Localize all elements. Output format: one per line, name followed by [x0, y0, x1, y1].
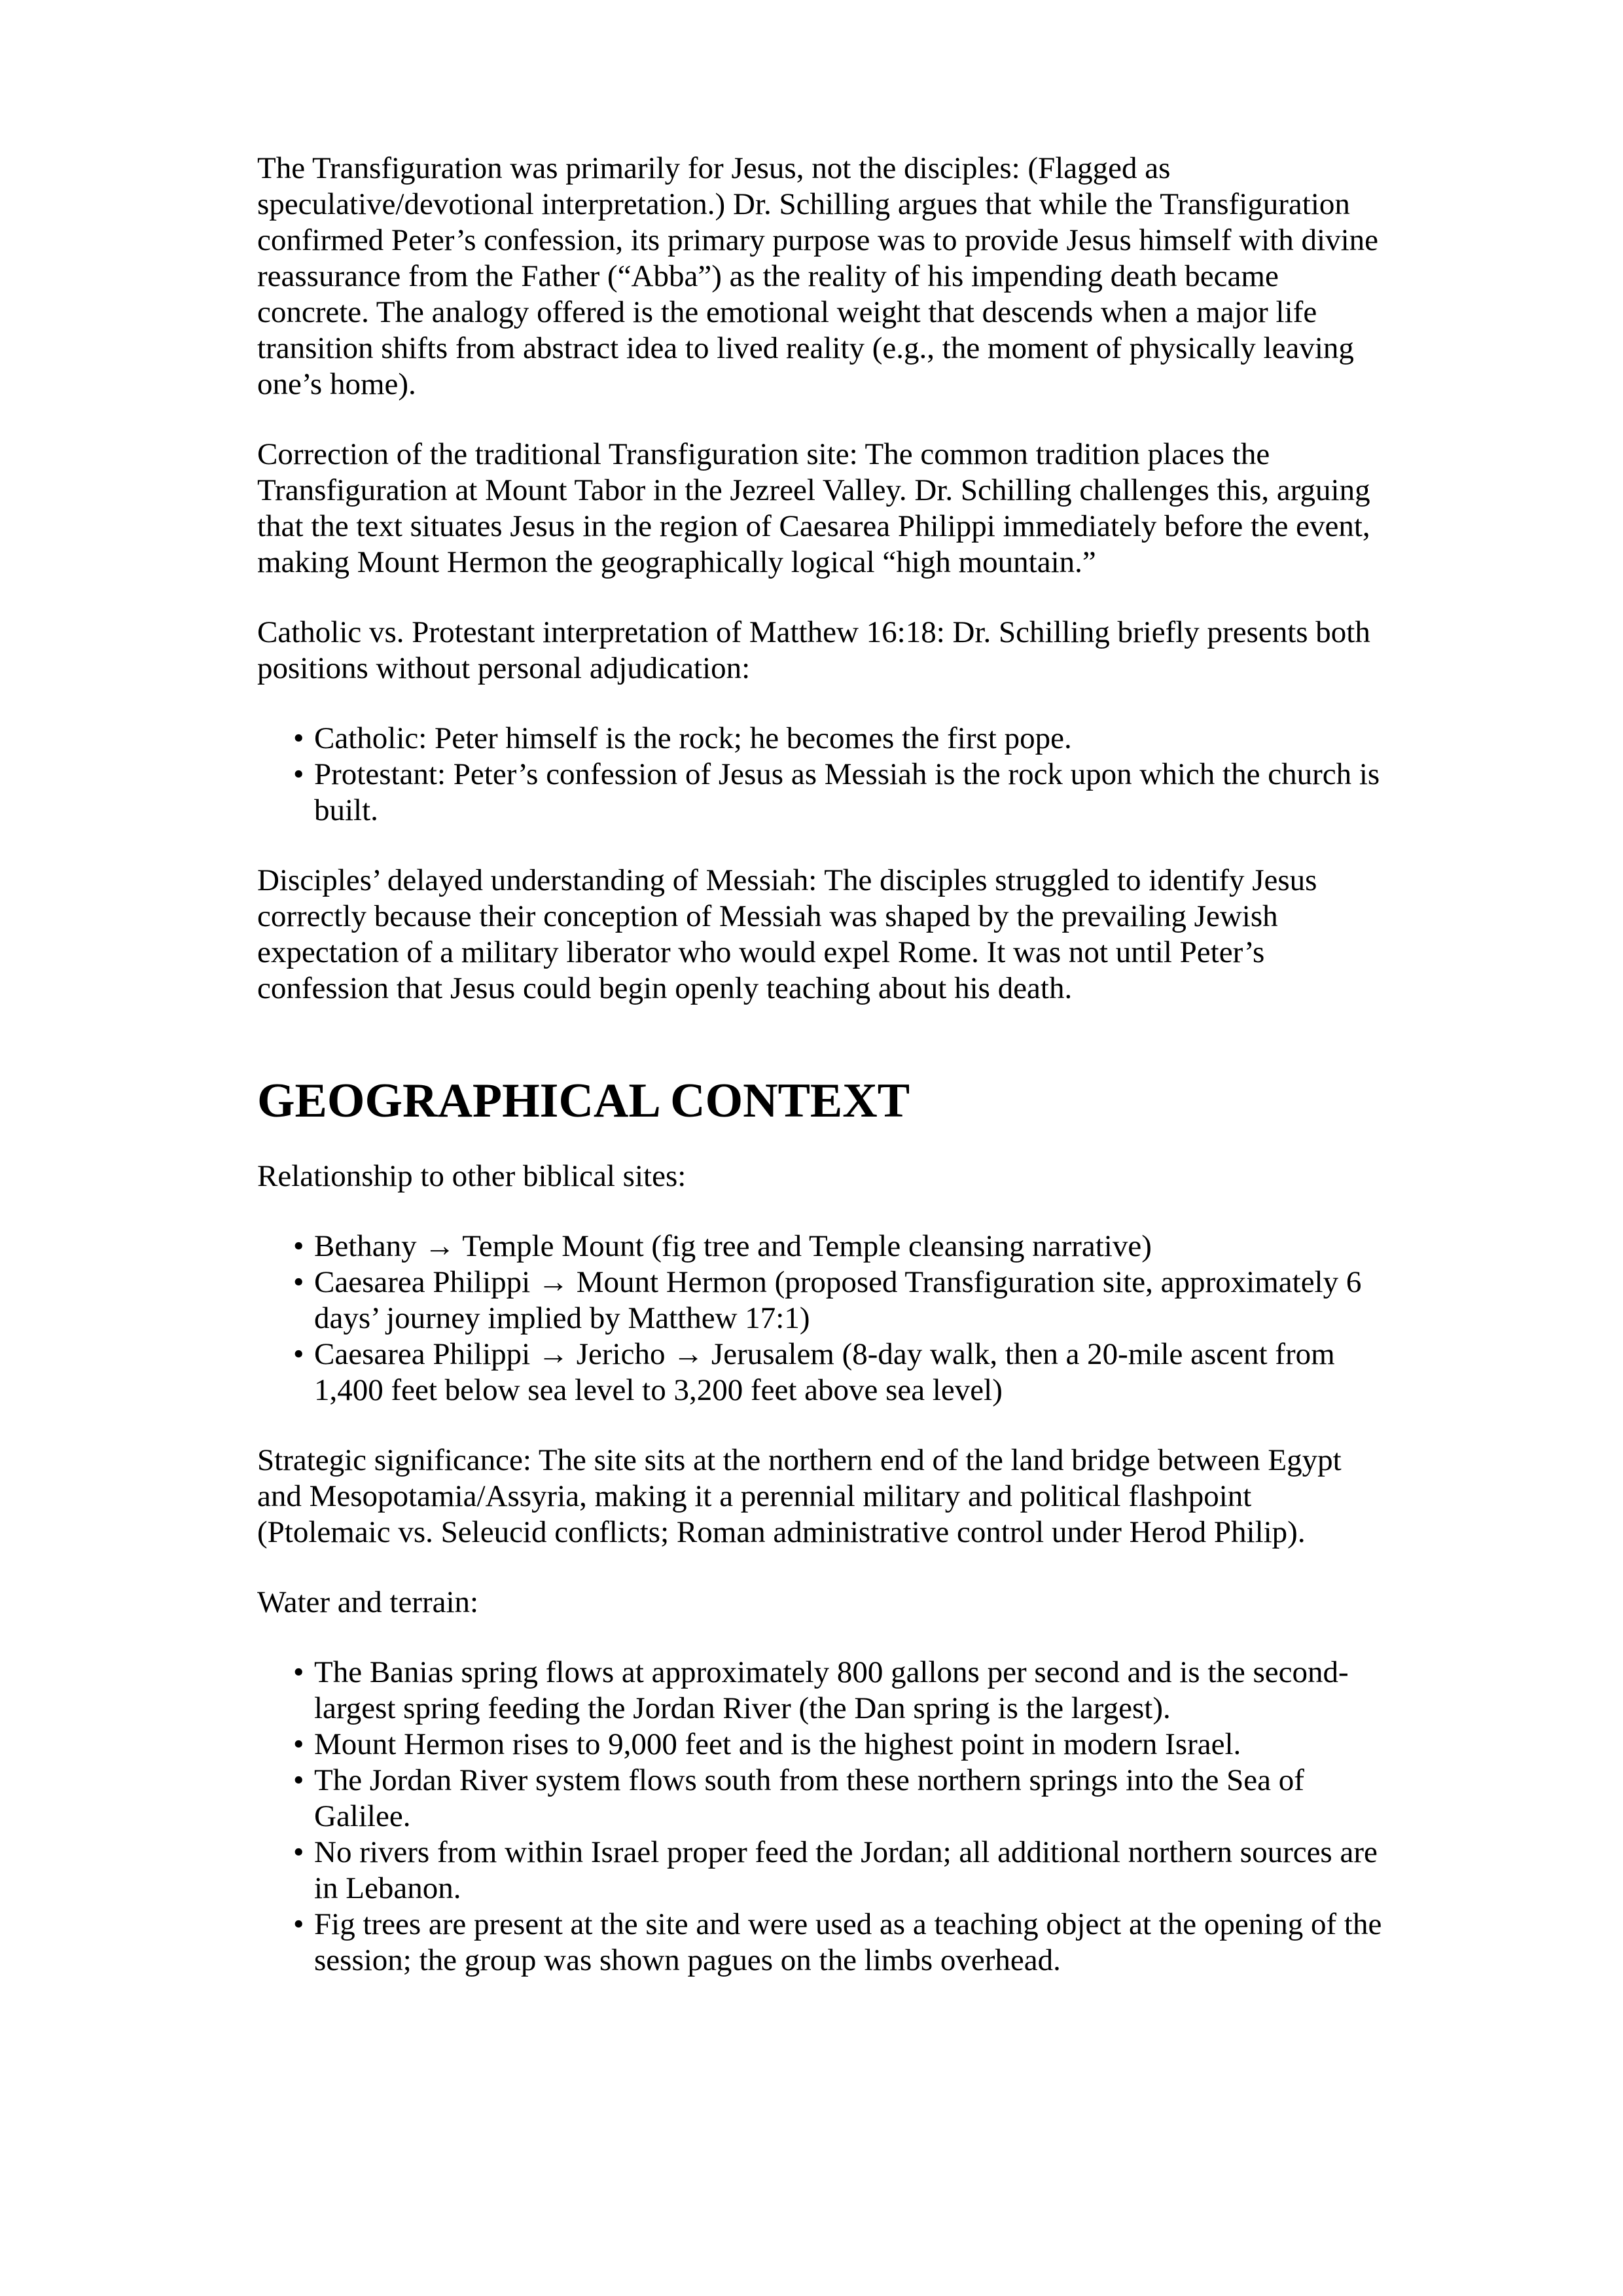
list-item: [293, 1835, 1383, 1907]
list-item: [293, 1763, 1383, 1835]
bullet-icon: •: [293, 1763, 304, 1797]
paragraph-relationship-sites: Relationship to other biblical sites:: [257, 1159, 687, 1193]
list-item-text: Caesarea Philippi → Mount Hermon (proposed Transfiguration site, approximately 6 days’ journey implied by Matthew 17:1): [314, 1265, 1362, 1335]
sites-list: [257, 1229, 1383, 1408]
list-item-text: Catholic: Peter himself is the rock; he becomes the first pope.: [314, 721, 1072, 755]
interpretation-list: [257, 721, 1383, 829]
list-item-text: Bethany → Temple Mount (fig tree and Temple cleansing narrative): [314, 1229, 1152, 1263]
list-item-text: Mount Hermon rises to 9,000 feet and is the highest point in modern Israel.: [314, 1727, 1241, 1761]
document-page: [257, 151, 1383, 2013]
list-item-text: The Jordan River system flows south from these northern springs into the Sea of Galilee.: [314, 1763, 1304, 1833]
bullet-icon: •: [293, 1727, 304, 1761]
section-heading: GEOGRAPHICAL CONTEXT: [257, 1074, 910, 1128]
bullet-icon: •: [293, 1835, 304, 1869]
paragraph-strategic-significance: Strategic significance: The site sits at the northern end of the land bridge between Egypt and Mesopotamia/Assyria, making it a perennial military and political flashpoint (Ptolemaic vs. Seleucid conflicts; Roman administrative control under Herod Philip).: [257, 1443, 1342, 1549]
list-item: [293, 757, 1383, 829]
list-item: [293, 1907, 1383, 1979]
list-item: [293, 1265, 1383, 1336]
list-item-text: Caesarea Philippi → Jericho → Jerusalem (8-day walk, then a 20-mile ascent from 1,400 feet below sea level to 3,200 feet above sea level): [314, 1337, 1335, 1407]
list-item: [293, 1229, 1383, 1265]
paragraph-water-terrain: Water and terrain:: [257, 1585, 479, 1619]
bullet-icon: •: [293, 1907, 304, 1941]
bullet-icon: •: [293, 1337, 304, 1371]
bullet-icon: •: [293, 1265, 304, 1299]
list-item-text: Fig trees are present at the site and were used as a teaching object at the opening of the session; the group was shown pagues on the limbs overhead.: [314, 1907, 1382, 1977]
paragraph-transfiguration-site: Correction of the traditional Transfiguration site: The common tradition places the Transfiguration at Mount Tabor in the Jezreel Valley. Dr. Schilling challenges this, arguing that the text situates Jesus in the region of Caesarea Philippi immediately before the event, making Mount Hermon the geographically logical “high mountain.”: [257, 437, 1370, 579]
list-item: [293, 721, 1383, 757]
paragraph-transfiguration-purpose: The Transfiguration was primarily for Jesus, not the disciples: (Flagged as speculative/devotional interpretation.) Dr. Schilling argues that while the Transfiguration confirmed Peter’s confession, its primary purpose was to provide Jesus himself with divine reassurance from the Father (“Abba”) as the reality of his impending death became concrete. The analogy offered is the emotional weight that descends when a major life transition shifts from abstract idea to lived reality (e.g., the moment of physically leaving one’s home).: [257, 151, 1379, 401]
paragraph-disciples-understanding: Disciples’ delayed understanding of Messiah: The disciples struggled to identify Jesus correctly because their conception of Messiah was shaped by the prevailing Jewish expectation of a military liberator who would expel Rome. It was not until Peter’s confession that Jesus could begin openly teaching about his death.: [257, 863, 1317, 1005]
terrain-list: [257, 1655, 1383, 1979]
list-item: [293, 1336, 1383, 1408]
list-item: [293, 1655, 1383, 1727]
list-item-text: No rivers from within Israel proper feed the Jordan; all additional northern sources are in Lebanon.: [314, 1835, 1378, 1905]
list-item: [293, 1727, 1383, 1763]
bullet-icon: •: [293, 1229, 304, 1263]
bullet-icon: •: [293, 721, 304, 755]
list-item-text: The Banias spring flows at approximately 800 gallons per second and is the second-largest spring feeding the Jordan River (the Dan spring is the largest).: [314, 1655, 1349, 1725]
bullet-icon: •: [293, 757, 304, 791]
paragraph-catholic-protestant: Catholic vs. Protestant interpretation of Matthew 16:18: Dr. Schilling briefly presents both positions without personal adjudication:: [257, 615, 1370, 685]
bullet-icon: •: [293, 1655, 304, 1689]
list-item-text: Protestant: Peter’s confession of Jesus as Messiah is the rock upon which the church is built.: [314, 757, 1380, 827]
